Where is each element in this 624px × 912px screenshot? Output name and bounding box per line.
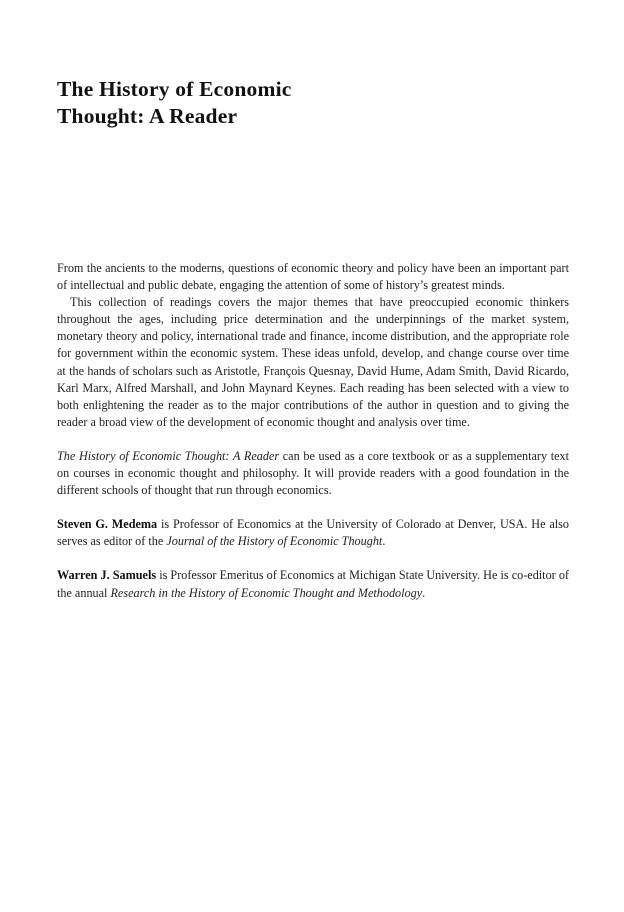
editor-bio-end-samuels: .	[422, 585, 426, 600]
editor-name-medema: Steven G. Medema	[57, 517, 158, 532]
usage-book-title: The History of Economic Thought: A Reader	[57, 448, 280, 463]
editor-journal-samuels: Research in the History of Economic Thought and Methodology	[110, 585, 423, 600]
editor-bio-medema	[57, 516, 569, 550]
editor-bio-text-medema: is Professor of Economics at the University of Colorado at Denver, USA. He also serves as editor of the	[57, 517, 570, 549]
usage-paragraph	[57, 448, 569, 499]
book-title	[57, 76, 292, 130]
editor-name-samuels: Warren J. Samuels	[57, 568, 157, 583]
intro-paragraph-2: This collection of readings covers the major themes that have preoccupied economic thinkers throughout the ages, including price determination and the underpinnings of the market system, monetary theory and policy, international trade and finance, income distribution, and the appropriate role for government within the economic system. These ideas unfold, develop, and change course over time at the hands of scholars such as Aristotle, François Quesnay, David Hume, Adam Smith, David Ricardo, Karl Marx, Alfred Marshall, and John Maynard Keynes. Each reading has been selected with a view to both enlightening the reader as to the major contributions of the author in question and to giving the reader a broad view of the development of economic thought and analysis over time.	[57, 295, 569, 429]
editor-bio-end-medema: .	[382, 534, 386, 549]
editor-journal-medema: Journal of the History of Economic Thought	[166, 534, 383, 549]
editor-bio-text-samuels: is Professor Emeritus of Economics at Michigan State University. He is co-editor of the annual	[57, 568, 569, 600]
usage-text: can be used as a core textbook or as a supplementary text on courses in economic thought and philosophy. It will provide readers with a good foundation in the different schools of thought that run through economics.	[57, 448, 569, 498]
editor-bio-samuels	[57, 567, 569, 601]
intro-paragraph-1: From the ancients to the moderns, questions of economic theory and policy have been an important part of intellectual and public debate, engaging the attention of some of history’s greatest minds.	[57, 261, 569, 293]
book-title-line-2: Thought: A Reader	[57, 104, 238, 128]
book-title-line-1: The History of Economic	[57, 77, 292, 101]
book-description	[57, 260, 569, 602]
